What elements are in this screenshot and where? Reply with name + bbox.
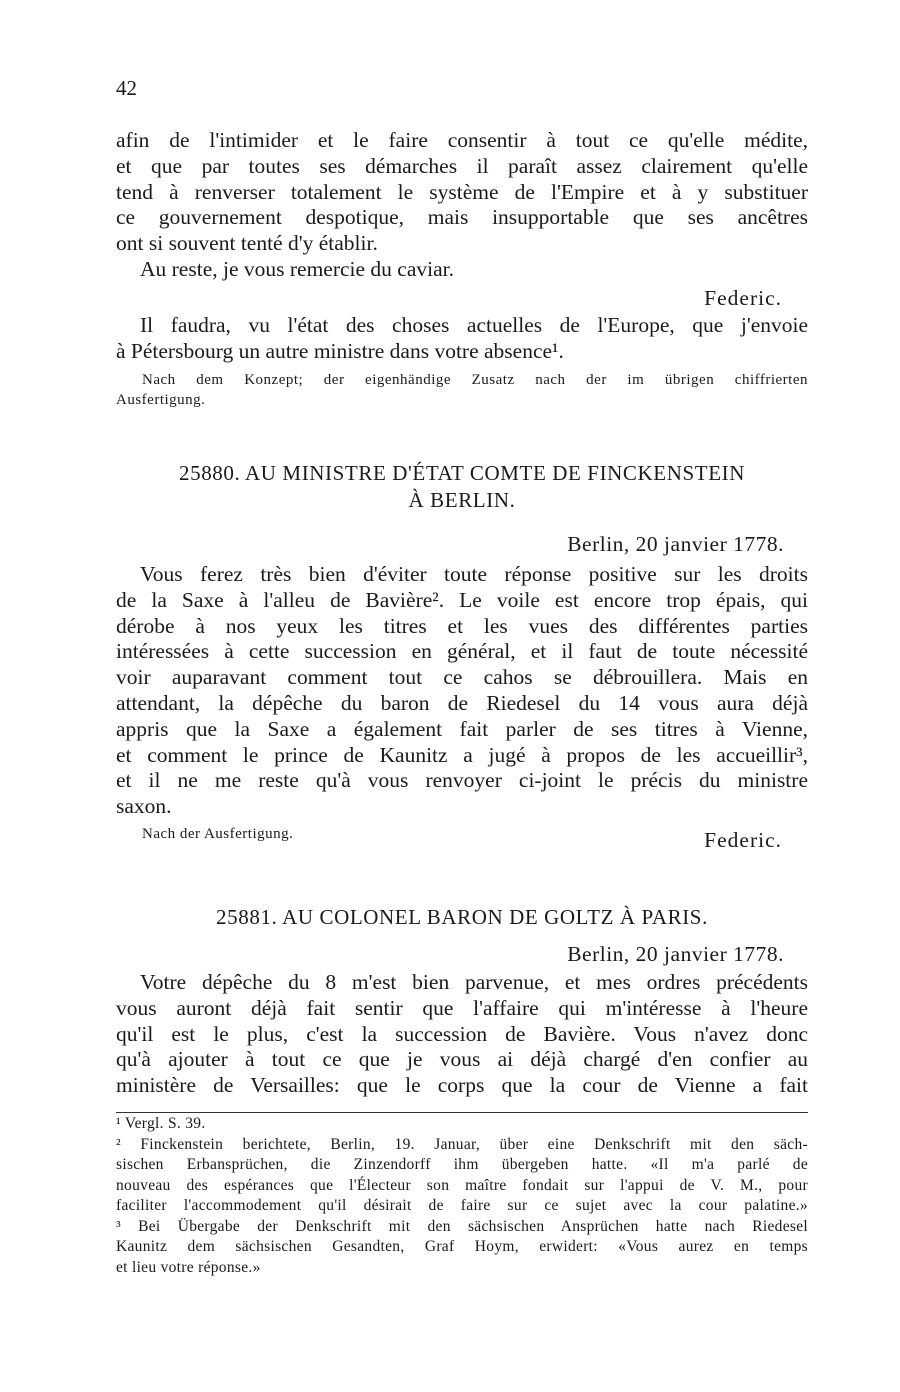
note-line: Ausfertigung.: [116, 392, 206, 408]
letter-body: [116, 970, 808, 1099]
closing-line: Au reste, je vous remercie du caviar.: [140, 256, 455, 281]
text-line: saxon.: [116, 794, 172, 819]
letter-heading: [116, 460, 808, 514]
note-line: Nach dem Konzept; der eigenhändige Zusatz nach der im übrigen chiffrierten: [142, 372, 808, 388]
footnotes: [116, 1114, 808, 1278]
text-line: voir auparavant comment tout ce cahos se débrouillera. Mais en: [116, 665, 808, 690]
text-line: ministère de Versailles: que le corps que la cour de Vienne a fait: [116, 1073, 808, 1098]
footnote-line: nouveau des espérances que l'Électeur son maître fondait sur l'appui de V. M., pour: [116, 1176, 808, 1194]
text-line: à Pétersbourg un autre ministre dans votre absence¹.: [116, 338, 564, 363]
heading-line: À BERLIN.: [408, 488, 516, 512]
signature: Federic.: [704, 828, 782, 852]
text-line: appris que la Saxe a également fait parler de ses titres à Vienne,: [116, 716, 808, 741]
top-letter-text: [116, 128, 808, 283]
source-note: [116, 370, 808, 410]
footnote-line: Kaunitz dem sächsischen Gesandten, Graf Hoym, erwidert: «Vous aurez en temps: [116, 1238, 808, 1255]
footnote-line: ² Finckenstein berichtete, Berlin, 19. Januar, über eine Denkschrift mit den säch-: [116, 1135, 808, 1153]
text-line: ont si souvent tenté d'y établir.: [116, 231, 378, 256]
footnote-line: et lieu votre réponse.»: [116, 1258, 261, 1276]
text-line: et comment le prince de Kaunitz a jugé à propos de les accueillir³,: [116, 742, 808, 767]
postscript: [116, 313, 808, 365]
source-note: Nach der Ausfertigung.: [142, 826, 294, 842]
text-line: attendant, la dépêche du baron de Riedesel du 14 vous aura déjà: [116, 690, 808, 715]
footnote-line: ³ Bei Übergabe der Denkschrift mit den sächsischen Ansprüchen hatte nach Riedesel: [116, 1217, 808, 1235]
text-line: vous auront déjà fait sentir que l'affaire qui m'intéresse à l'heure: [116, 995, 808, 1020]
page-number: 42: [116, 76, 137, 100]
dateline: Berlin, 20 janvier 1778.: [567, 532, 784, 556]
text-line: qu'à ajouter à tout ce que je vous ai déjà chargé d'en confier au: [116, 1047, 808, 1072]
letter-heading: 25881. AU COLONEL BARON DE GOLTZ À PARIS.: [216, 905, 708, 929]
text-line: qu'il est le plus, c'est la succession de Bavière. Vous n'avez donc: [116, 1021, 808, 1046]
text-line: de la Saxe à l'alleu de Bavière². Le voile est encore trop épais, qui: [116, 587, 808, 612]
text-line: et que par toutes ses démarches il paraît assez clairement qu'elle: [116, 153, 808, 178]
signature: Federic.: [704, 286, 782, 310]
letter-body: [116, 562, 808, 820]
text-line: tend à renverser totalement le système de l'Empire et à y substituer: [116, 179, 808, 204]
text-line: afin de l'intimider et le faire consentir à tout ce qu'elle médite,: [116, 128, 808, 152]
text-line: dérobe à nos yeux les titres et les vues des différentes parties: [116, 613, 808, 638]
dateline: Berlin, 20 janvier 1778.: [567, 942, 784, 966]
footnote-divider: [116, 1112, 808, 1113]
text-line: intéressées à cette succession en général, et il faut de toute nécessité: [116, 639, 808, 664]
footnote-line: ¹ Vergl. S. 39.: [116, 1115, 206, 1132]
footnote-line: faciliter l'accommodement qu'il désirait de faire sur ce sujet avec la cour palatine.»: [116, 1197, 808, 1214]
heading-line: 25880. AU MINISTRE D'ÉTAT COMTE DE FINCKENSTEIN: [179, 461, 745, 485]
text-line: Votre dépêche du 8 m'est bien parvenue, et mes ordres précédents: [140, 970, 808, 994]
text-line: ce gouvernement despotique, mais insupportable que ses ancêtres: [116, 205, 808, 230]
text-line: Il faudra, vu l'état des choses actuelles de l'Europe, que j'envoie: [140, 313, 808, 337]
text-line: et il ne me reste qu'à vous renvoyer ci-joint le précis du ministre: [116, 768, 808, 793]
footnote-line: sischen Erbansprüchen, die Zinzendorff ihm übergeben hatte. «Il m'a parlé de: [116, 1156, 808, 1173]
text-line: Vous ferez très bien d'éviter toute réponse positive sur les droits: [140, 562, 808, 586]
